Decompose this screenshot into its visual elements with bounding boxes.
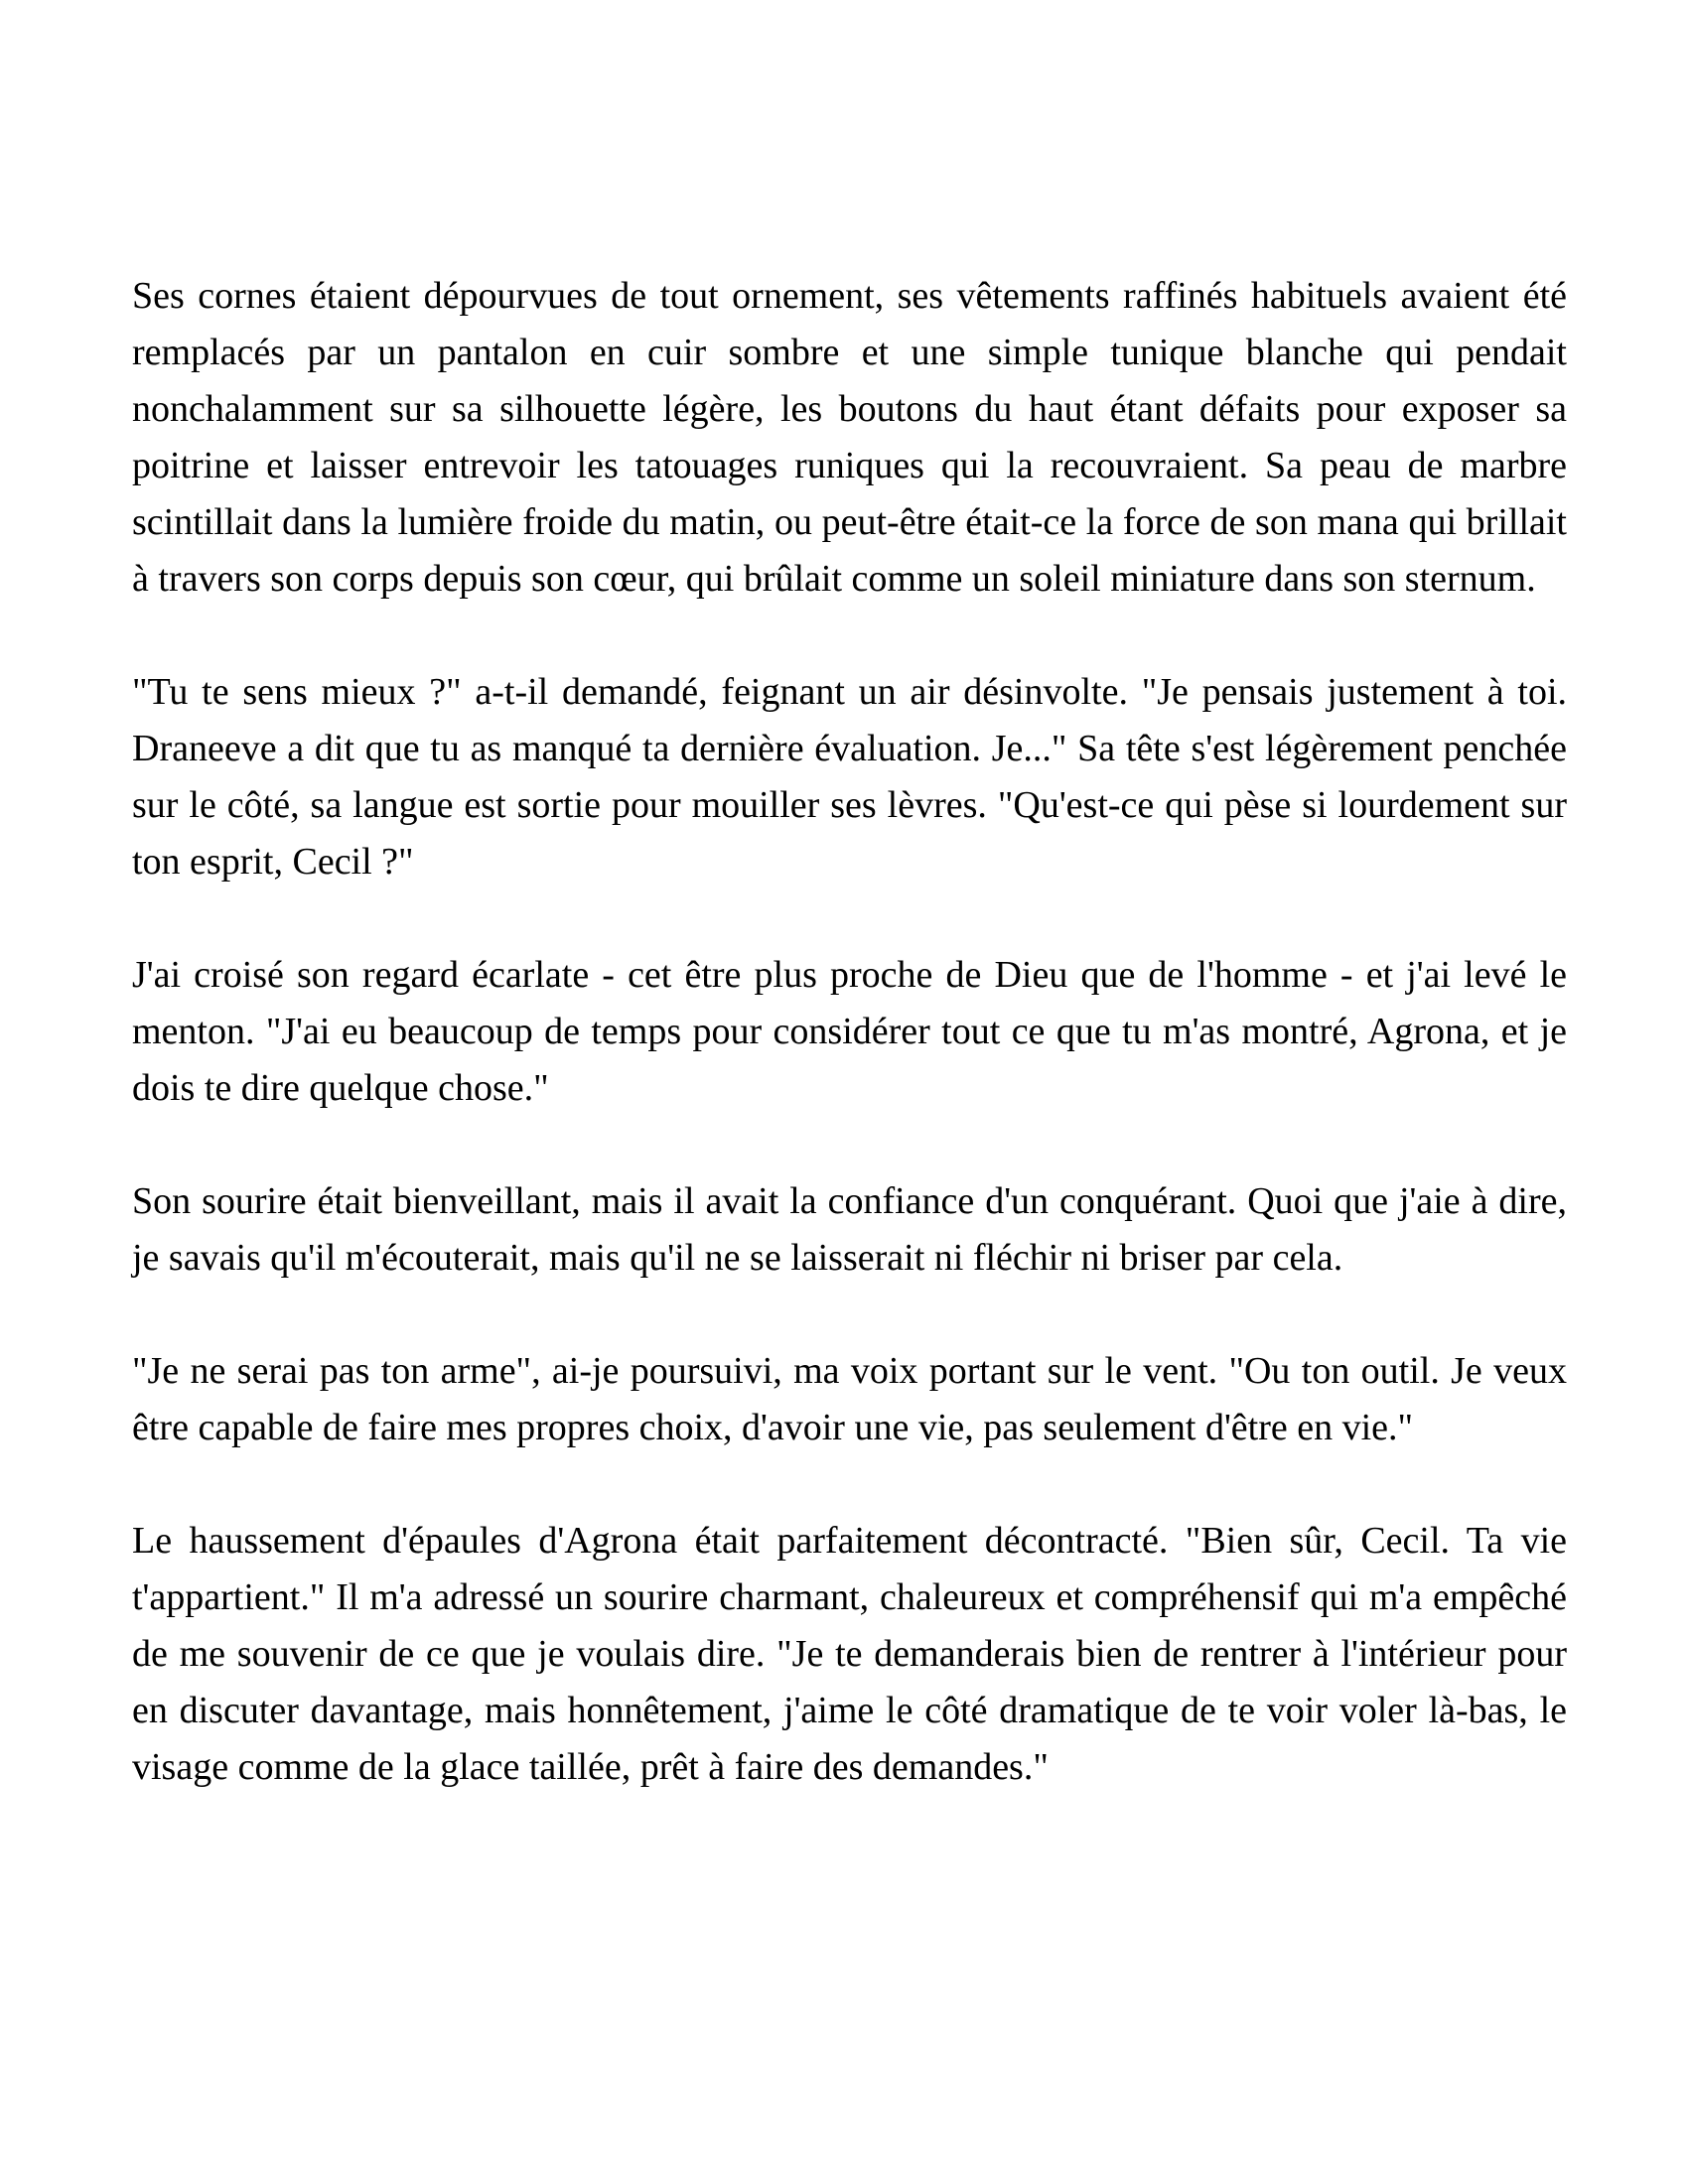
paragraph-6: Le haussement d'épaules d'Agrona était parfaitement décontracté. "Bien sûr, Cecil. Ta vie t'appartient." Il m'a adressé un sourire charmant, chaleureux et compréhensif qui m'a empêché de me souvenir de ce que je voulais dire. "Je te demanderais bien de rentrer à l'intérieur pour en discuter davantage, mais honnêtement, j'aime le côté dramatique de te voir voler là-bas, le visage comme de la glace taillée, prêt à faire des demandes." [132,1520,1567,1788]
paragraph-4: Son sourire était bienveillant, mais il avait la confiance d'un conquérant. Quoi que j'aie à dire, je savais qu'il m'écouterait, mais qu'il ne se laisserait ni fléchir ni briser par cela. [132,1180,1567,1279]
paragraph-5: "Je ne serai pas ton arme", ai-je poursuivi, ma voix portant sur le vent. "Ou ton outil. Je veux être capable de faire mes propres choix, d'avoir une vie, pas seulement d'être en vie." [132,1350,1567,1448]
paragraph-1: Ses cornes étaient dépourvues de tout ornement, ses vêtements raffinés habituels avaient été remplacés par un pantalon en cuir sombre et une simple tunique blanche qui pendait nonchalamment sur sa silhouette légère, les boutons du haut étant défaits pour exposer sa poitrine et laisser entrevoir les tatouages runiques qui la recouvraient. Sa peau de marbre scintillait dans la lumière froide du matin, ou peut-être était-ce la force de son mana qui brillait à travers son corps depuis son cœur, qui brûlait comme un soleil miniature dans son sternum. [132,275,1567,600]
paragraph-2: "Tu te sens mieux ?" a-t-il demandé, feignant un air désinvolte. "Je pensais justement à toi. Draneeve a dit que tu as manqué ta dernière évaluation. Je..." Sa tête s'est légèrement penchée sur le côté, sa langue est sortie pour mouiller ses lèvres. "Qu'est-ce qui pèse si lourdement sur ton esprit, Cecil ?" [132,671,1567,883]
document-text-block [132,268,1567,1796]
paragraph-3: J'ai croisé son regard écarlate - cet être plus proche de Dieu que de l'homme - et j'ai levé le menton. "J'ai eu beaucoup de temps pour considérer tout ce que tu m'as montré, Agrona, et je dois te dire quelque chose." [132,954,1567,1109]
